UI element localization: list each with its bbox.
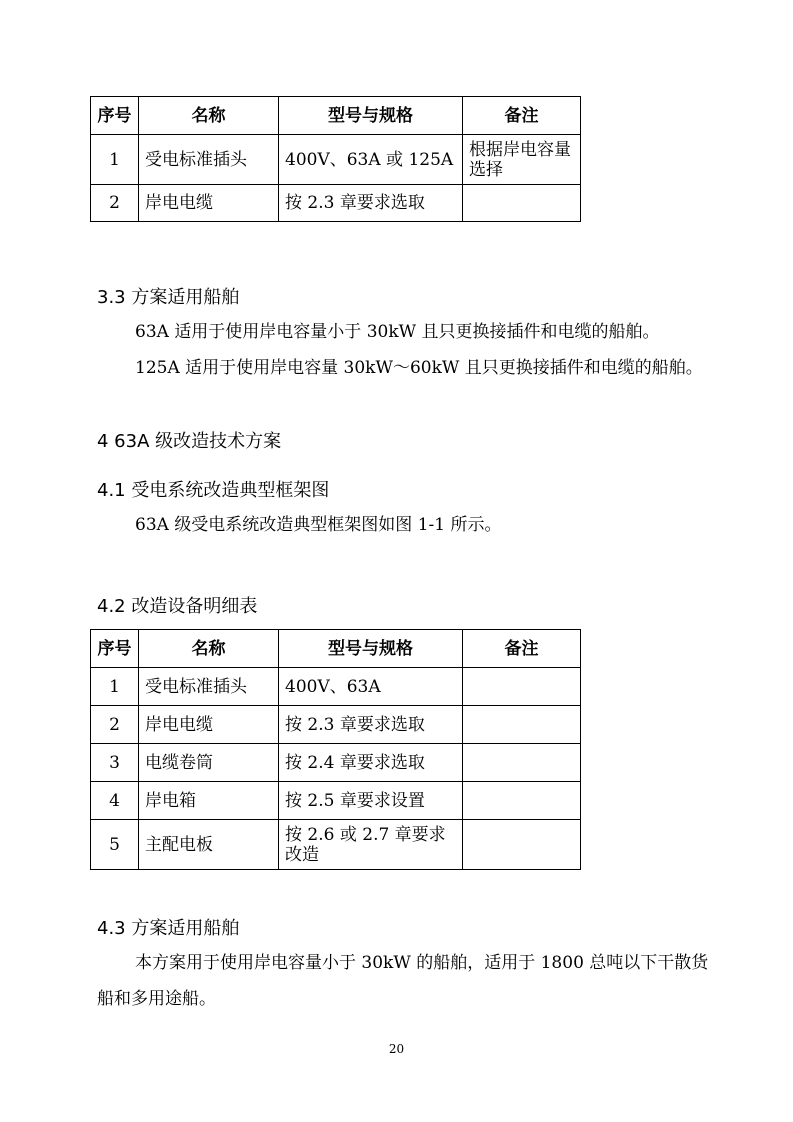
table-row [91, 782, 581, 820]
table-cell: 按 2.6 或 2.7 章要求改造 [279, 820, 463, 870]
paragraph: 本方案用于使用岸电容量小于 30kW 的船舶，适用于 1800 总吨以下干散货船和多用途船。 [97, 953, 709, 1009]
paragraph: 63A 级受电系统改造典型框架图如图 1-1 所示。 [135, 515, 502, 535]
table-cell: 400V、63A [279, 668, 463, 706]
section-heading: 4.2 改造设备明细表 [97, 596, 258, 617]
table-row [91, 706, 581, 744]
header-cell: 备注 [463, 97, 581, 135]
table-cell: 3 [91, 744, 139, 782]
table-cell: 按 2.4 章要求选取 [279, 744, 463, 782]
header-cell: 序号 [91, 97, 139, 135]
table-row [91, 820, 581, 870]
table-header-row [91, 97, 581, 135]
table-cell: 岸电电缆 [139, 706, 279, 744]
paragraph: 63A 适用于使用岸电容量小于 30kW 且只更换接插件和电缆的船舶。 [135, 322, 660, 342]
section-heading: 4.1 受电系统改造典型框架图 [97, 480, 330, 501]
table-cell [463, 782, 581, 820]
header-cell: 名称 [139, 97, 279, 135]
table-cell: 2 [91, 185, 139, 222]
table-cell: 1 [91, 135, 139, 185]
table-cell [463, 744, 581, 782]
table-row [91, 744, 581, 782]
table-cell: 400V、63A 或 125A [279, 135, 463, 185]
table-row [91, 135, 581, 185]
table-cell: 1 [91, 668, 139, 706]
table-cell [463, 706, 581, 744]
header-cell: 备注 [463, 630, 581, 668]
table-cell: 2 [91, 706, 139, 744]
table-cell: 按 2.5 章要求设置 [279, 782, 463, 820]
table-row [91, 185, 581, 222]
table-cell: 电缆卷筒 [139, 744, 279, 782]
section-heading: 4.3 方案适用船舶 [97, 918, 240, 939]
table-header-row [91, 630, 581, 668]
header-cell: 型号与规格 [279, 630, 463, 668]
header-cell: 型号与规格 [279, 97, 463, 135]
table-cell: 岸电电缆 [139, 185, 279, 222]
table-cell: 根据岸电容量选择 [463, 135, 581, 185]
table-cell: 受电标准插头 [139, 668, 279, 706]
table-cell: 按 2.3 章要求选取 [279, 706, 463, 744]
table-cell: 按 2.3 章要求选取 [279, 185, 463, 222]
table-cell [463, 185, 581, 222]
section-heading: 3.3 方案适用船舶 [97, 287, 240, 308]
table-cell: 主配电板 [139, 820, 279, 870]
table-cell: 岸电箱 [139, 782, 279, 820]
table-cell: 受电标准插头 [139, 135, 279, 185]
equipment-table-1 [90, 96, 581, 222]
page-number: 20 [388, 1042, 405, 1056]
paragraph: 125A 适用于使用岸电容量 30kW～60kW 且只更换接插件和电缆的船舶。 [135, 358, 703, 378]
table-cell [463, 668, 581, 706]
table-cell: 5 [91, 820, 139, 870]
table-row [91, 668, 581, 706]
equipment-table-2 [90, 629, 581, 870]
header-cell: 名称 [139, 630, 279, 668]
header-cell: 序号 [91, 630, 139, 668]
table-cell: 4 [91, 782, 139, 820]
table-cell [463, 820, 581, 870]
section-heading: 4 63A 级改造技术方案 [97, 431, 282, 452]
